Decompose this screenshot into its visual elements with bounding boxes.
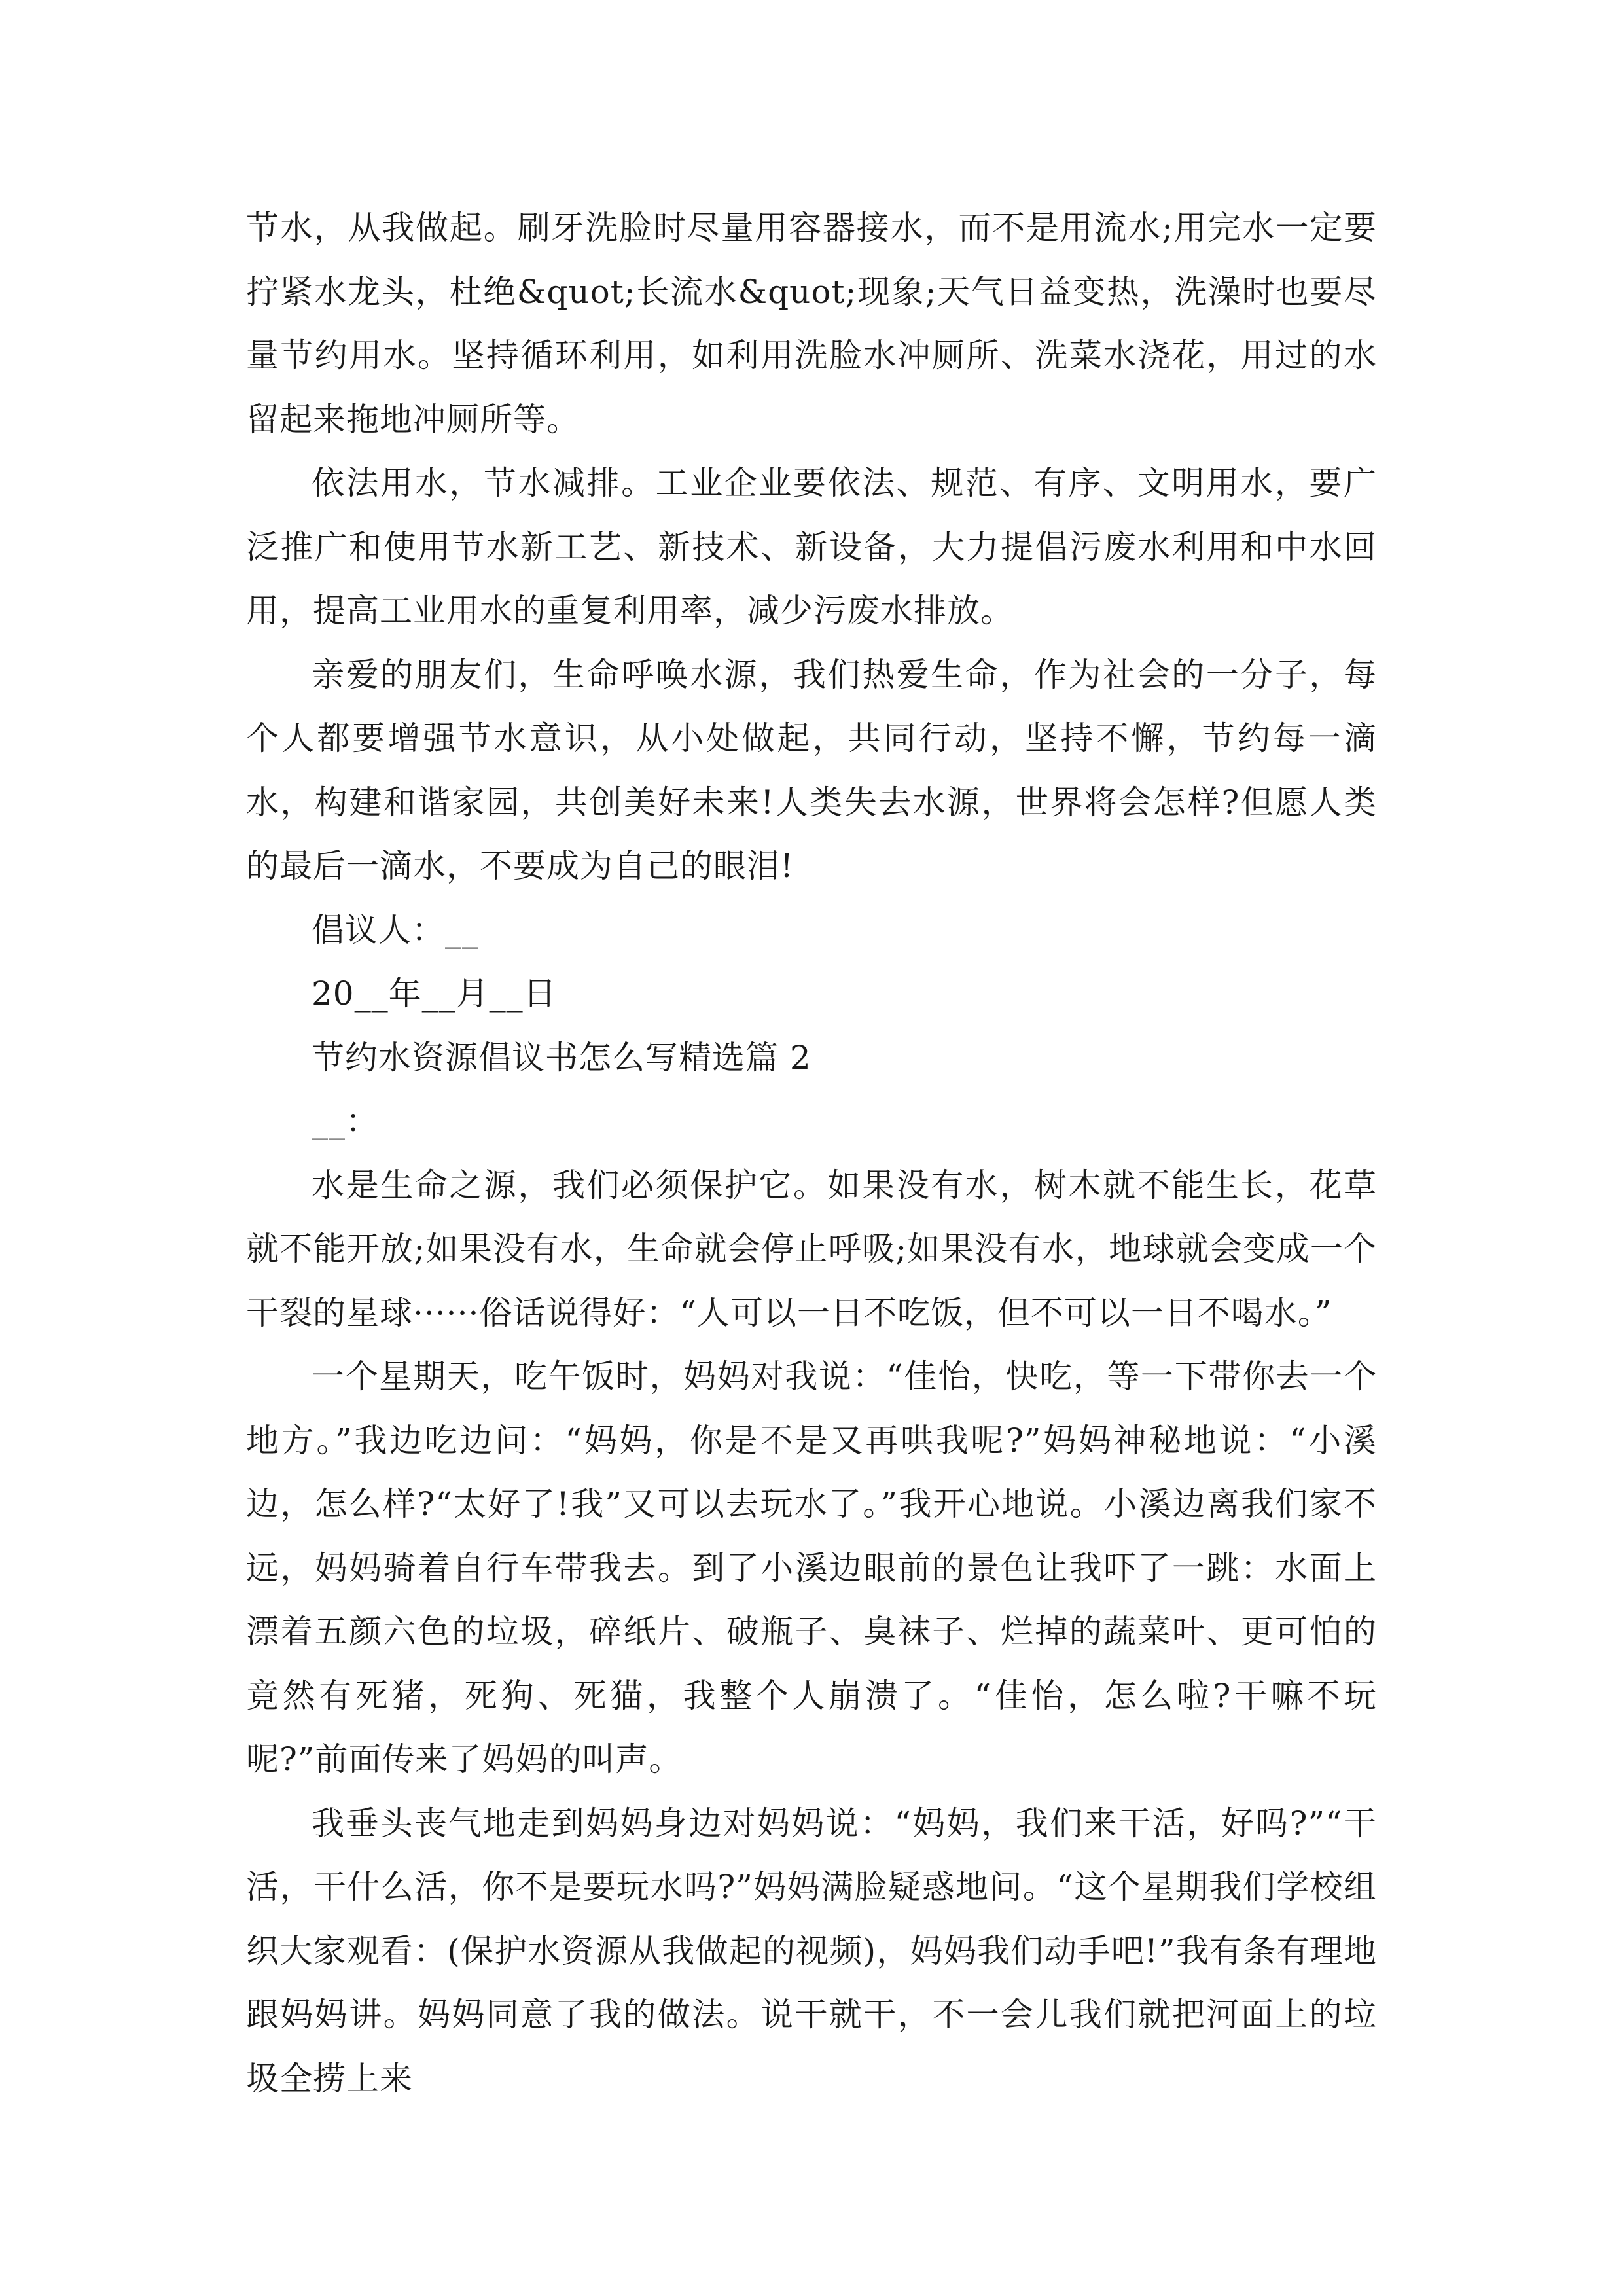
paragraph-1: 节水，从我做起。刷牙洗脸时尽量用容器接水，而不是用流水;用完水一定要拧紧水龙头，杜绝&quot;长流水&quot;现象;天气日益变热，洗澡时也要尽量节约用水。坚持循环利用，如利用洗脸水冲厕所、洗菜水浇花，用过的水留起来拖地冲厕所等。: [246, 209, 1377, 439]
document-page: [246, 196, 1377, 2111]
date-line: 20__年__月__日: [312, 975, 557, 1013]
signer-line: 倡议人：__: [312, 910, 479, 949]
paragraph-4: 水是生命之源，我们必须保护它。如果没有水，树木就不能生长，花草就不能开放;如果没有水，生命就会停止呼吸;如果没有水，地球就会变成一个干裂的星球······俗话说得好：“人可以一日不吃饭，但不可以一日不喝水。”: [246, 1166, 1377, 1332]
paragraph-6: 我垂头丧气地走到妈妈身边对妈妈说：“妈妈，我们来干活，好吗?”“干活，干什么活，你不是要玩水吗?”妈妈满脸疑惑地问。“这个星期我们学校组织大家观看：(保护水资源从我做起的视频)，妈妈我们动手吧!”我有条有理地跟妈妈讲。妈妈同意了我的做法。说干就干，不一会儿我们就把河面上的垃圾全捞上来: [246, 1804, 1377, 2098]
paragraph-5: 一个星期天，吃午饭时，妈妈对我说：“佳怡，快吃，等一下带你去一个地方。”我边吃边问：“妈妈，你是不是又再哄我呢?”妈妈神秘地说：“小溪边，怎么样?“太好了!我”又可以去玩水了。”我开心地说。小溪边离我们家不远，妈妈骑着自行车带我去。到了小溪边眼前的景色让我吓了一跳：水面上漂着五颜六色的垃圾，碎纸片、破瓶子、臭袜子、烂掉的蔬菜叶、更可怕的竟然有死猪，死狗、死猫，我整个人崩溃了。“佳怡，怎么啦?干嘛不玩呢?”前面传来了妈妈的叫声。: [246, 1357, 1377, 1778]
paragraph-3: 亲爱的朋友们，生命呼唤水源，我们热爱生命，作为社会的一分子，每个人都要增强节水意识，从小处做起，共同行动，坚持不懈，节约每一滴水，构建和谐家园，共创美好未来!人类失去水源，世界将会怎样?但愿人类的最后一滴水，不要成为自己的眼泪!: [246, 655, 1377, 885]
section-title: 节约水资源倡议书怎么写精选篇 2: [312, 1038, 812, 1077]
paragraph-2: 依法用水，节水减排。工业企业要依法、规范、有序、文明用水，要广泛推广和使用节水新工艺、新技术、新设备，大力提倡污废水利用和中水回用，提高工业用水的重复利用率，减少污废水排放。: [246, 464, 1377, 630]
salutation: __：: [312, 1102, 379, 1140]
